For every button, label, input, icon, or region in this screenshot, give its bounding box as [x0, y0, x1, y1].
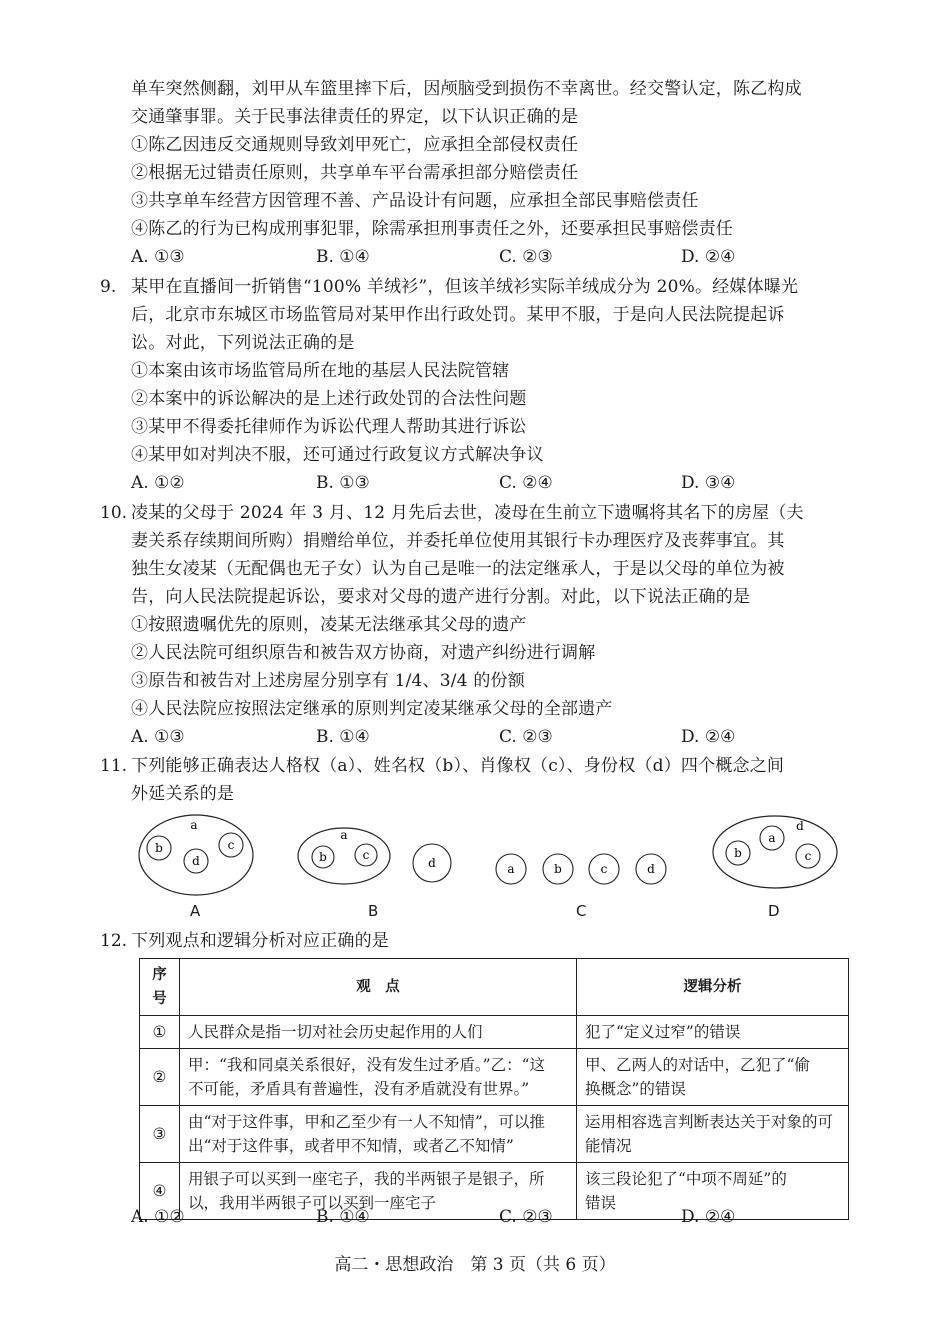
venn-c-label-d: d	[647, 862, 655, 876]
header-analysis: 逻辑分析	[577, 959, 849, 1016]
q8-text-line-1: 单车突然侧翻，刘甲从车篮里摔下后，因颅脑受到损伤不幸离世。经交警认定，陈乙构成	[131, 79, 802, 99]
q12-option-a[interactable]: A. ①②	[131, 1207, 185, 1227]
q10-statement-1: ①按照遗嘱优先的原则，凌某无法继承其父母的遗产	[131, 615, 527, 635]
q9-option-a[interactable]: A. ①②	[131, 473, 185, 493]
venn-d-label-b: b	[734, 846, 742, 860]
diagram-label-b: B	[368, 902, 379, 920]
q11-text-line-2: 外延关系的是	[131, 784, 235, 804]
venn-d-label-d: d	[796, 819, 804, 833]
q9-text-line-3: 讼。对此，下列说法正确的是	[131, 333, 355, 353]
q8-options	[131, 243, 831, 271]
q12-text-line-1: 下列观点和逻辑分析对应正确的是	[131, 931, 389, 951]
header-view: 观 点	[180, 959, 577, 1016]
q10-options	[131, 723, 831, 751]
q12-option-b[interactable]: B. ①④	[316, 1207, 370, 1227]
q9-number: 9.	[100, 277, 117, 297]
q9-statement-3: ③某甲不得委托律师作为诉讼代理人帮助其进行诉讼	[131, 417, 527, 437]
q12-options	[131, 1203, 831, 1231]
row-view: 用银子可以买到一座宅子，我的半两银子是银子，所 以，我用半两银子可以买到一座宅子	[180, 1163, 577, 1220]
row-number: ①	[140, 1016, 180, 1049]
logic-table	[139, 958, 849, 1220]
table-row	[140, 1049, 849, 1106]
row-number: ④	[140, 1163, 180, 1220]
venn-c-label-b: b	[554, 862, 562, 876]
row-analysis: 犯了“定义过窄”的错误	[577, 1016, 849, 1049]
q10-number: 10.	[100, 503, 128, 523]
diagram-label-a: A	[190, 902, 201, 920]
q10-option-d[interactable]: D. ②④	[681, 727, 736, 747]
q10-option-a[interactable]: A. ①③	[131, 727, 185, 747]
row-view: 人民群众是指一切对社会历史起作用的人们	[180, 1016, 577, 1049]
venn-d-label-c: c	[804, 849, 812, 863]
q12-number: 12.	[100, 931, 128, 951]
venn-a-label-c: c	[227, 838, 235, 852]
q8-option-a[interactable]: A. ①③	[131, 247, 185, 267]
q10-option-b[interactable]: B. ①④	[316, 727, 370, 747]
diagram-label-c: C	[576, 902, 587, 920]
venn-a-label-d: d	[192, 854, 200, 868]
venn-b-label-a: a	[340, 828, 348, 842]
q10-statement-3: ③原告和被告对上述房屋分别享有 1/4、3/4 的份额	[131, 671, 525, 691]
venn-c-label-c: c	[600, 862, 608, 876]
q10-text-line-3: 独生女凌某（无配偶也无子女）认为自己是唯一的法定继承人，于是以父母的单位为被	[131, 559, 785, 579]
venn-c-label-a: a	[507, 862, 515, 876]
q8-option-c[interactable]: C. ②③	[499, 247, 553, 267]
venn-a-label-a: a	[190, 818, 198, 832]
q10-statement-4: ④人民法院应按照法定继承的原则判定凌某继承父母的全部遗产	[131, 699, 613, 719]
q8-statement-4: ④陈乙的行为已构成刑事犯罪，除需承担刑事责任之外，还要承担民事赔偿责任	[131, 219, 733, 239]
q10-text-line-2: 妻关系存续期间所购）捐赠给单位，并委托单位使用其银行卡办理医疗及丧葬事宜。其	[131, 531, 785, 551]
q8-option-b[interactable]: B. ①④	[316, 247, 370, 267]
row-number: ③	[140, 1106, 180, 1163]
q8-statement-1: ①陈乙因违反交通规则导致刘甲死亡，应承担全部侵权责任	[131, 135, 579, 155]
q10-statement-2: ②人民法院可组织原告和被告双方协商，对遗产纠纷进行调解	[131, 643, 596, 663]
q8-text-line-2: 交通肇事罪。关于民事法律责任的界定，以下认识正确的是	[131, 107, 579, 127]
row-analysis: 甲、乙两人的对话中，乙犯了“偷 换概念”的错误	[577, 1049, 849, 1106]
q10-text-line-4: 告，向人民法院提起诉讼，要求对父母的遗产进行分割。对此，以下说法正确的是	[131, 587, 751, 607]
row-analysis: 该三段论犯了“中项不周延”的 错误	[577, 1163, 849, 1220]
q8-statement-3: ③共享单车经营方因管理不善、产品设计有问题，应承担全部民事赔偿责任	[131, 191, 699, 211]
venn-diagram-c[interactable]	[492, 850, 672, 890]
row-analysis: 运用相容选言判断表达关于对象的可 能情况	[577, 1106, 849, 1163]
q12-option-c[interactable]: C. ②③	[499, 1207, 553, 1227]
row-view: 甲：“我和同桌关系很好，没有发生过矛盾。”乙：“这 不可能，矛盾具有普遍性，没有矛盾就没有世界。”	[180, 1049, 577, 1106]
diagram-label-d: D	[768, 902, 780, 920]
row-number: ②	[140, 1049, 180, 1106]
venn-b-label-d: d	[428, 856, 436, 870]
venn-a-label-b: b	[155, 841, 163, 855]
venn-b-label-c: c	[362, 848, 370, 862]
q8-statement-2: ②根据无过错责任原则，共享单车平台需承担部分赔偿责任	[131, 163, 579, 183]
q9-option-b[interactable]: B. ①③	[316, 473, 370, 493]
table-header-row	[140, 959, 849, 1016]
q9-options	[131, 469, 831, 497]
table-row	[140, 1106, 849, 1163]
q8-option-d[interactable]: D. ②④	[681, 247, 736, 267]
page-footer: 高二・思想政治 第 3 页（共 6 页）	[334, 1255, 616, 1275]
q9-option-d[interactable]: D. ③④	[681, 473, 736, 493]
q9-text-line-1: 某甲在直播间一折销售“100% 羊绒衫”，但该羊绒衫实际羊绒成分为 20%。经媒体曝光	[131, 277, 799, 297]
q11-number: 11.	[100, 756, 128, 776]
table-row	[140, 1016, 849, 1049]
header-number: 序号	[140, 959, 180, 1016]
q12-option-d[interactable]: D. ②④	[681, 1207, 736, 1227]
venn-d-label-a: a	[768, 831, 776, 845]
q9-option-c[interactable]: C. ②④	[499, 473, 553, 493]
q10-option-c[interactable]: C. ②③	[499, 727, 553, 747]
q9-statement-1: ①本案由该市场监管局所在地的基层人民法院管辖	[131, 361, 510, 381]
q9-statement-4: ④某甲如对判决不服，还可通过行政复议方式解决争议	[131, 445, 544, 465]
q9-text-line-2: 后，北京市东城区市场监管局对某甲作出行政处罚。某甲不服，于是向人民法院提起诉	[131, 305, 785, 325]
venn-diagram-b[interactable]	[296, 824, 476, 888]
q11-text-line-1: 下列能够正确表达人格权（a）、姓名权（b）、肖像权（c）、身份权（d）四个概念之间	[131, 756, 785, 776]
venn-diagram-d[interactable]	[710, 812, 840, 892]
venn-diagram-a[interactable]	[136, 812, 256, 898]
row-view: 由“对于这件事，甲和乙至少有一人不知情”，可以推 出“对于这件事，或者甲不知情，或者乙不知情”	[180, 1106, 577, 1163]
q10-text-line-1: 凌某的父母于 2024 年 3 月、12 月先后去世，凌母在生前立下遗嘱将其名下的房屋（夫	[131, 503, 804, 523]
q9-statement-2: ②本案中的诉讼解决的是上述行政处罚的合法性问题	[131, 389, 527, 409]
venn-b-label-b: b	[319, 850, 327, 864]
